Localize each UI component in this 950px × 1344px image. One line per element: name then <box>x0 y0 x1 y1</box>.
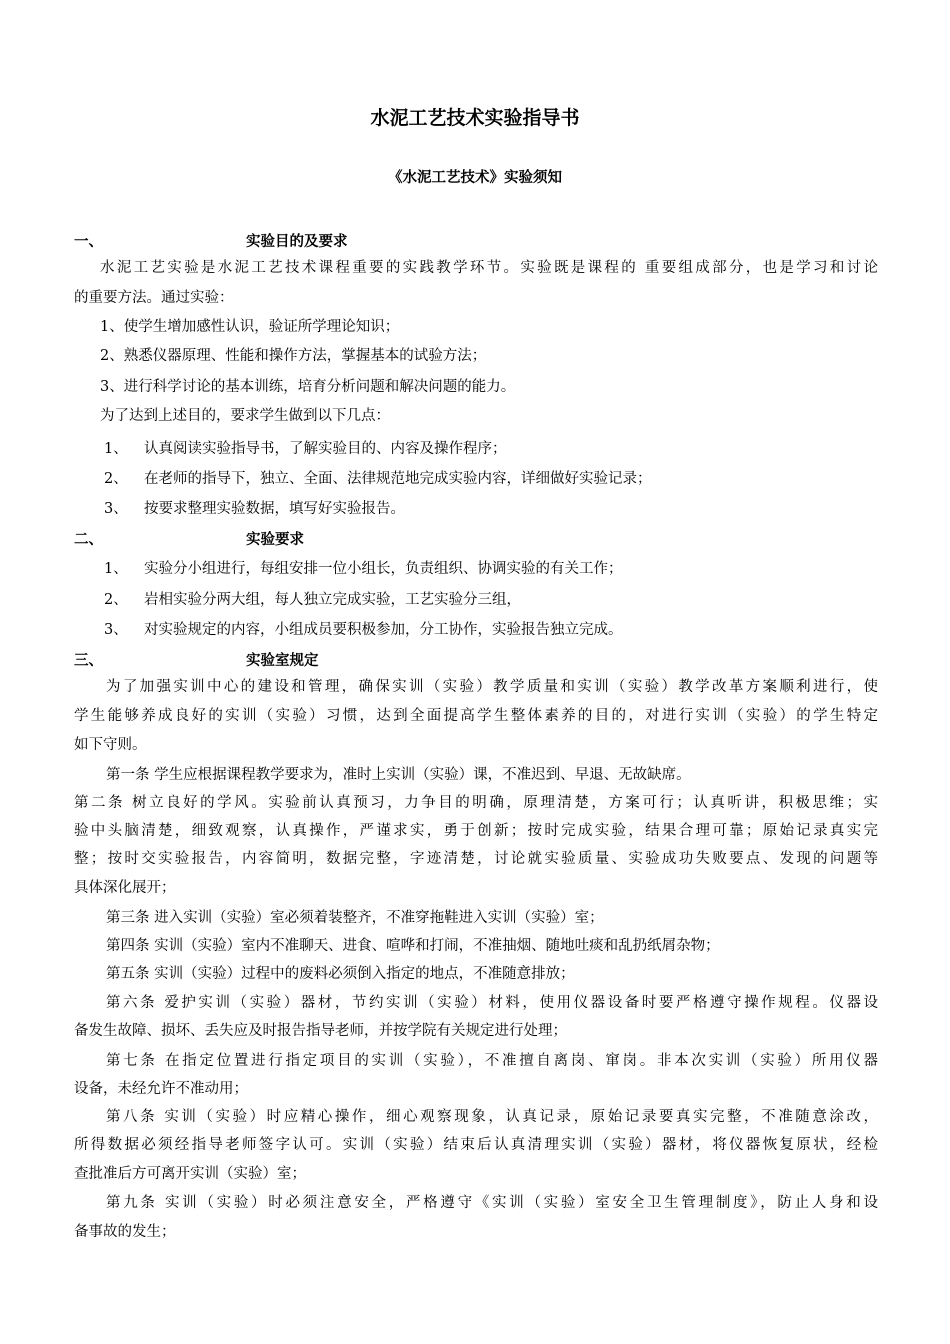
section2-item-number: 1、 <box>104 561 128 577</box>
section3-paragraph-line: 学生能够养成良好的实训（实验）习惯，达到全面提高学生整体素养的目的，对进行实训（实验）的学生特定 <box>74 708 878 724</box>
section1-intro-line1: 水泥工艺实验是水泥工艺技术课程重要的实践教学环节。实验既是课程的 重要组成部分，也是学习和讨论 <box>100 260 878 276</box>
section1-item-number: 1、 <box>104 441 128 457</box>
section1-item: 在老师的指导下，独立、全面、法律规范地完成实验内容，详细做好实验记录； <box>144 471 652 487</box>
section1-item: 按要求整理实验数据，填写好实验报告。 <box>144 501 405 517</box>
section2-heading: 实验要求 <box>246 532 304 548</box>
section1-number: 一、 <box>74 234 103 250</box>
section1-item: 认真阅读实验指导书，了解实验目的、内容及操作程序； <box>144 441 507 457</box>
section3-paragraph-line: 为了加强实训中心的建设和管理，确保实训（实验）教学质量和实训（实验）教学改革方案顺利进行，使 <box>106 679 878 695</box>
section1-item-number: 2、 <box>104 471 128 487</box>
section1-requirement-intro: 为了达到上述目的，要求学生做到以下几点： <box>100 408 390 424</box>
section3-number: 三、 <box>74 653 103 669</box>
section3-paragraph-line: 备事故的发生； <box>74 1224 176 1240</box>
section1-heading: 实验目的及要求 <box>246 234 348 250</box>
document-subtitle: 《水泥工艺技术》实验须知 <box>388 170 562 186</box>
section3-article-4: 第四条 实训（实验）室内不准聊天、进食、喧哗和打闹，不准抽烟、随地吐痰和乱扔纸屑杂物； <box>106 938 720 954</box>
section3-article-5: 第五条 实训（实验）过程中的废料必须倒入指定的地点，不准随意排放； <box>106 966 575 982</box>
section3-article-8: 第八条 实训（实验）时应精心操作，细心观察现象，认真记录，原始记录要真实完整，不准随意涂改， <box>106 1109 878 1125</box>
section3-heading: 实验室规定 <box>246 653 319 669</box>
section3-article-3: 第三条 进入实训（实验）室必须着装整齐，不准穿拖鞋进入实训（实验）室； <box>106 910 604 926</box>
section1-goal-2: 2、熟悉仪器原理、性能和操作方法，掌握基本的试验方法； <box>100 348 487 364</box>
section3-article-2: 第二条 树立良好的学风。实验前认真预习，力争目的明确，原理清楚，方案可行；认真听讲，积极思维；实 <box>74 795 878 811</box>
section3-article-6: 第六条 爱护实训（实验）器材，节约实训（实验）材料，使用仪器设备时要严格遵守操作规程。仪器设 <box>106 995 878 1011</box>
section2-item: 实验分小组进行，每组安排一位小组长，负责组织、协调实验的有关工作； <box>144 561 623 577</box>
section2-number: 二、 <box>74 532 103 548</box>
section1-goal-1: 1、使学生增加感性认识，验证所学理论知识； <box>100 319 400 335</box>
section3-paragraph-line: 查批准后方可离开实训（实验）室； <box>74 1166 306 1182</box>
section3-paragraph-line: 如下守则。 <box>74 737 147 753</box>
section2-item: 对实验规定的内容，小组成员要积极参加，分工协作，实验报告独立完成。 <box>144 622 623 638</box>
section3-paragraph-line: 整；按时交实验报告，内容简明，数据完整，字迹清楚，讨论就实验质量、实验成功失败要点、发现的问题等 <box>74 851 878 867</box>
section2-item-number: 2、 <box>104 592 128 608</box>
section3-paragraph-line: 所得数据必须经指导老师签字认可。实训（实验）结束后认真清理实训（实验）器材，将仪器恢复原状，经检 <box>74 1137 878 1153</box>
document-title: 水泥工艺技术实验指导书 <box>370 107 580 129</box>
section1-item-number: 3、 <box>104 501 128 517</box>
section1-goal-3: 3、进行科学讨论的基本训练，培育分析问题和解决问题的能力。 <box>100 379 516 395</box>
section3-paragraph-line: 验中头脑清楚，细致观察，认真操作，严谨求实，勇于创新；按时完成实验，结果合理可靠；原始记录真实完 <box>74 823 878 839</box>
section2-item-number: 3、 <box>104 622 128 638</box>
section3-paragraph-line: 具体深化展开； <box>74 880 176 896</box>
section3-paragraph-line: 设备，未经允许不准动用； <box>74 1081 248 1097</box>
section3-article-7: 第七条 在指定位置进行指定项目的实训（实验），不准擅自离岗、窜岗。非本次实训（实验）所用仪器 <box>106 1053 878 1069</box>
section1-intro-line2: 的重要方法。通过实验： <box>74 290 234 306</box>
section3-paragraph-line: 备发生故障、损坏、丢失应及时报告指导老师，并按学院有关规定进行处理； <box>74 1023 567 1039</box>
section3-article-9: 第九条 实训（实验）时必须注意安全，严格遵守《实训（实验）室安全卫生管理制度》，防止人身和设 <box>106 1195 878 1211</box>
section3-article-1: 第一条 学生应根据课程教学要求为，准时上实训（实验）课，不准迟到、早退、无故缺席。 <box>106 767 691 783</box>
section2-item: 岩相实验分两大组，每人独立完成实验，工艺实验分三组， <box>144 592 521 608</box>
